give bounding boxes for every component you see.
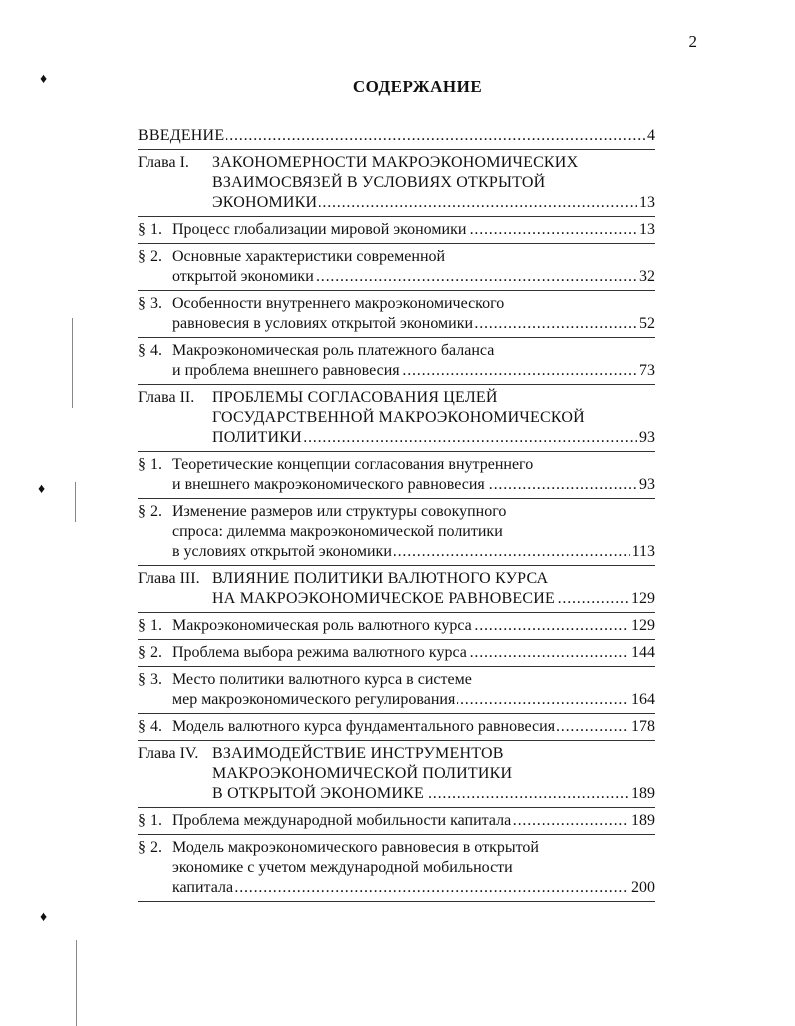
chapter-block xyxy=(138,388,655,448)
toc-text: ВЗАИМОСВЯЗЕЙ В УСЛОВИЯХ ОТКРЫТОЙ xyxy=(212,174,546,191)
toc-text: Макроэкономическая роль платежного баланса xyxy=(172,342,495,359)
section-number: § 4. xyxy=(138,342,162,359)
section-number: § 2. xyxy=(138,503,162,520)
toc-line xyxy=(138,878,655,898)
toc-page: 32 xyxy=(639,268,655,285)
section-number: § 2. xyxy=(138,839,162,856)
section-number: § 4. xyxy=(138,718,162,735)
toc-text: спроса: дилемма макроэкономической политики xyxy=(172,523,503,540)
section-block xyxy=(138,670,655,710)
toc-text: ЗАКОНОМЕРНОСТИ МАКРОЭКОНОМИЧЕСКИХ xyxy=(212,154,579,171)
toc-text: НА МАКРОЭКОНОМИЧЕСКОЕ РАВНОВЕСИЕ xyxy=(212,590,555,607)
toc-text: и проблема внешнего равновесия xyxy=(172,362,400,379)
chapter-label: Глава III. xyxy=(138,570,200,587)
toc-line xyxy=(138,455,655,475)
toc-text: открытой экономики xyxy=(172,268,314,285)
section-block xyxy=(138,838,655,898)
section-number: § 1. xyxy=(138,812,162,829)
section-number: § 1. xyxy=(138,221,162,238)
toc-text: ВЗАИМОДЕЙСТВИЕ ИНСТРУМЕНТОВ xyxy=(212,745,504,762)
toc-line xyxy=(138,569,655,589)
toc-line xyxy=(138,408,655,428)
toc-line xyxy=(138,690,655,710)
page-number: 2 xyxy=(688,32,697,51)
toc-line xyxy=(138,838,655,858)
toc-line xyxy=(138,341,655,361)
toc-text: ПОЛИТИКИ xyxy=(212,429,302,446)
toc-page: 52 xyxy=(639,315,655,332)
toc-text: Проблема выбора режима валютного курса xyxy=(172,644,467,661)
section-number: § 2. xyxy=(138,644,162,661)
section-block xyxy=(138,341,655,381)
toc-text: Место политики валютного курса в системе xyxy=(172,671,472,688)
toc-line xyxy=(138,522,655,542)
toc-line xyxy=(138,247,655,267)
toc-page: 93 xyxy=(639,429,655,446)
chapter-block xyxy=(138,569,655,609)
toc-line xyxy=(138,428,655,448)
scan-line xyxy=(76,940,77,1026)
binding-mark-middle: ♦ xyxy=(38,482,46,497)
toc-page: 144 xyxy=(631,644,655,661)
toc-line xyxy=(138,784,655,804)
section-number: § 2. xyxy=(138,248,162,265)
toc-line xyxy=(138,764,655,784)
toc-text: капитала xyxy=(172,879,234,896)
toc-text: ЭКОНОМИКИ xyxy=(212,194,318,211)
section-block xyxy=(138,811,655,831)
section-number: § 1. xyxy=(138,456,162,473)
spacer xyxy=(138,902,655,905)
toc-text: МАКРОЭКОНОМИЧЕСКОЙ ПОЛИТИКИ xyxy=(212,765,513,782)
binding-mark-bottom: ♦ xyxy=(40,910,48,925)
chapter-label: Глава II. xyxy=(138,389,195,406)
leader-dots xyxy=(172,878,655,898)
toc-page: 200 xyxy=(631,879,655,896)
toc-line xyxy=(138,589,655,609)
toc-line xyxy=(138,388,655,408)
toc-page: 129 xyxy=(631,617,655,634)
toc-line xyxy=(138,153,655,173)
chapter-block xyxy=(138,744,655,804)
section-number: § 1. xyxy=(138,617,162,634)
toc-page: 13 xyxy=(639,221,655,238)
toc-line xyxy=(138,475,655,495)
toc-page: 164 xyxy=(631,691,655,708)
toc-line xyxy=(138,670,655,690)
toc-text: ВЛИЯНИЕ ПОЛИТИКИ ВАЛЮТНОГО КУРСА xyxy=(212,570,549,587)
toc-text: равновесия в условиях открытой экономики xyxy=(172,315,474,332)
toc-line xyxy=(138,314,655,334)
section-block xyxy=(138,247,655,287)
toc-text: ВВЕДЕНИЕ xyxy=(138,127,225,144)
toc-text: экономике с учетом международной мобильности xyxy=(172,859,513,876)
toc-line xyxy=(138,126,655,146)
toc-line xyxy=(138,361,655,381)
toc-line xyxy=(138,502,655,522)
toc-line xyxy=(138,811,655,831)
toc-line xyxy=(138,267,655,287)
toc-text: ПРОБЛЕМЫ СОГЛАСОВАНИЯ ЦЕЛЕЙ xyxy=(212,389,498,406)
toc-text: в условиях открытой экономики xyxy=(172,543,392,560)
section-number: § 3. xyxy=(138,295,162,312)
toc-text: и внешнего макроэкономического равновесия xyxy=(172,476,485,493)
toc-line xyxy=(138,193,655,213)
toc-page: 113 xyxy=(631,543,655,560)
page-title: СОДЕРЖАНИЕ xyxy=(352,77,483,96)
toc-text: Особенности внутреннего макроэкономического xyxy=(172,295,505,312)
section-block xyxy=(138,717,655,737)
toc-text: Теоретические концепции согласования внутреннего xyxy=(172,456,534,473)
toc-line xyxy=(138,542,655,562)
section-block xyxy=(138,502,655,562)
scan-line xyxy=(75,482,76,522)
section-block xyxy=(138,220,655,240)
toc-text: Основные характеристики современной xyxy=(172,248,446,265)
toc-text: ГОСУДАРСТВЕННОЙ МАКРОЭКОНОМИЧЕСКОЙ xyxy=(212,409,585,426)
toc-line xyxy=(138,294,655,314)
section-block xyxy=(138,455,655,495)
toc-line xyxy=(138,744,655,764)
section-block xyxy=(138,616,655,636)
toc-page: 4 xyxy=(647,127,655,144)
toc-text: Макроэкономическая роль валютного курса xyxy=(172,617,472,634)
toc-page: 189 xyxy=(631,812,655,829)
table-of-contents xyxy=(138,126,655,905)
section-block xyxy=(138,643,655,663)
toc-line xyxy=(138,173,655,193)
toc-page: 13 xyxy=(639,194,655,211)
toc-text: мер макроэкономического регулирования xyxy=(172,691,456,708)
binding-mark-top: ♦ xyxy=(40,72,48,87)
scan-line xyxy=(72,318,73,408)
chapter-block xyxy=(138,153,655,213)
toc-line xyxy=(138,858,655,878)
toc-line xyxy=(138,220,655,240)
toc-page: 93 xyxy=(639,476,655,493)
toc-text: В ОТКРЫТОЙ ЭКОНОМИКЕ xyxy=(212,785,424,802)
toc-line xyxy=(138,717,655,737)
toc-text: Модель макроэкономического равновесия в открытой xyxy=(172,839,539,856)
toc-text: Изменение размеров или структуры совокупного xyxy=(172,503,507,520)
toc-page: 178 xyxy=(631,718,655,735)
toc-line xyxy=(138,643,655,663)
toc-text: Проблема международной мобильности капитала xyxy=(172,812,512,829)
section-number: § 3. xyxy=(138,671,162,688)
chapter-label: Глава I. xyxy=(138,154,189,171)
toc-line xyxy=(138,616,655,636)
toc-text: Процесс глобализации мировой экономики xyxy=(172,221,467,238)
section-block xyxy=(138,294,655,334)
toc-page: 129 xyxy=(631,590,655,607)
chapter-label: Глава IV. xyxy=(138,745,199,762)
toc-page: 73 xyxy=(639,362,655,379)
toc-page: 189 xyxy=(631,785,655,802)
toc-text: Модель валютного курса фундаментального равновесия xyxy=(172,718,556,735)
